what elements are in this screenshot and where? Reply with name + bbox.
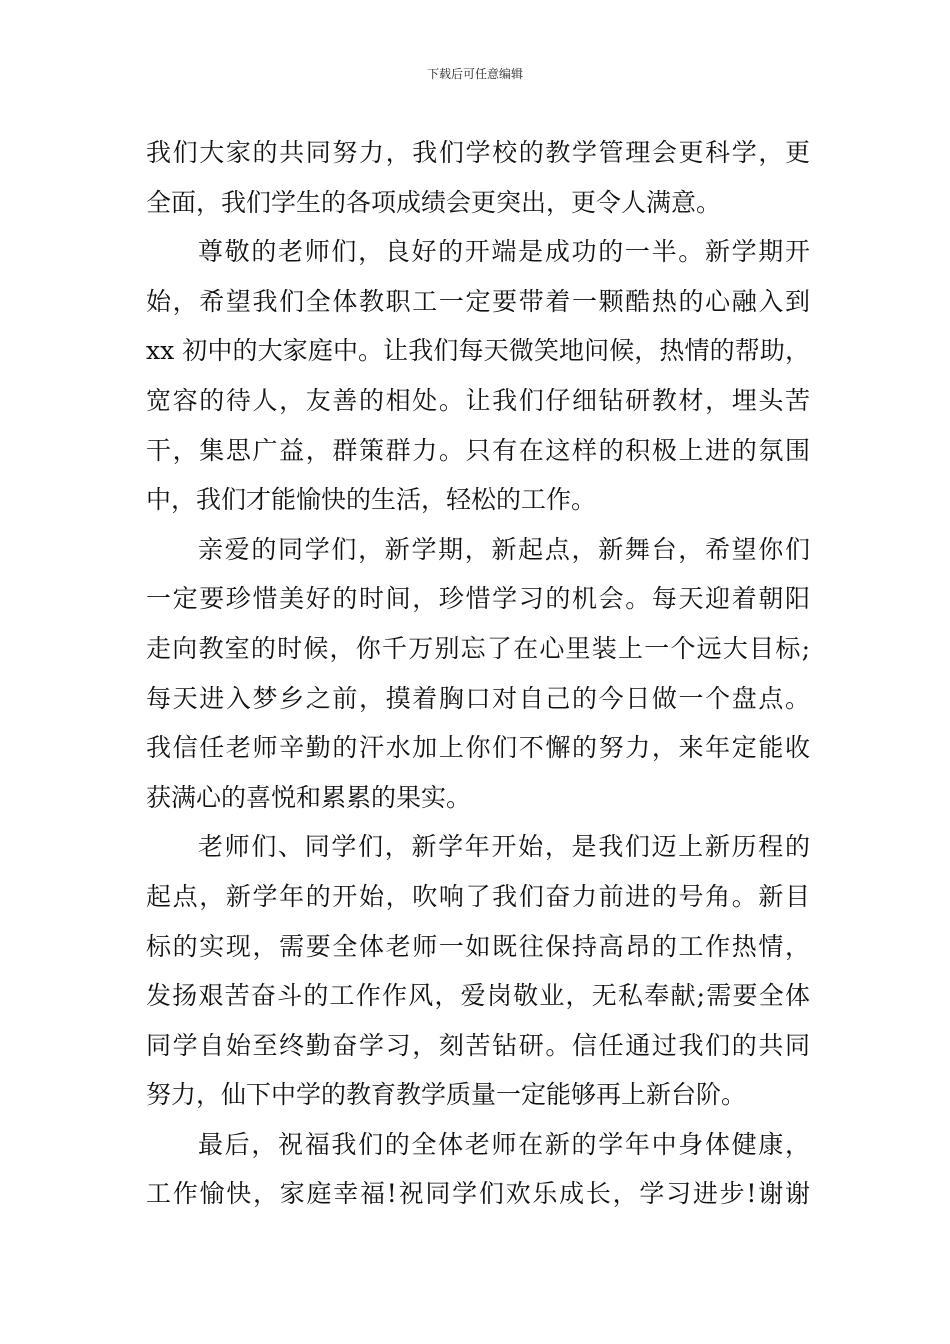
text-line: 走向教室的时候，你千万别忘了在心里装上一个远大目标;: [146, 633, 810, 663]
text-line: 宽容的待人，友善的相处。让我们仔细钻研教材，埋头苦: [146, 385, 810, 415]
text-line: xx 初中的大家庭中。让我们每天微笑地问候，热情的帮助，: [146, 336, 810, 366]
text-line: 工作愉快，家庭幸福!祝同学们欢乐成长，学习进步!谢谢: [146, 1179, 810, 1209]
text-line: 干，集思广益，群策群力。只有在这样的积极上进的氛围: [146, 435, 810, 465]
text-line: 始，希望我们全体教职工一定要带着一颗酷热的心融入到: [146, 286, 810, 316]
text-line: 尊敬的老师们，良好的开端是成功的一半。新学期开: [198, 237, 810, 267]
text-line: 亲爱的同学们，新学期，新起点，新舞台，希望你们: [198, 534, 810, 564]
document-body: [146, 128, 810, 1219]
text-line: 标的实现，需要全体老师一如既往保持高昂的工作热情，: [146, 931, 810, 961]
text-line: 起点，新学年的开始，吹响了我们奋力前进的号角。新目: [146, 881, 810, 911]
text-line: 努力，仙下中学的教育教学质量一定能够再上新台阶。: [146, 1080, 747, 1110]
text-line: 中，我们才能愉快的生活，轻松的工作。: [146, 485, 597, 515]
text-line: 一定要珍惜美好的时间，珍惜学习的机会。每天迎着朝阳: [146, 584, 810, 614]
page-header-note: 下载后可任意编辑: [426, 67, 523, 81]
text-line: 获满心的喜悦和累累的果实。: [146, 782, 472, 812]
text-line: 每天进入梦乡之前，摸着胸口对自己的今日做一个盘点。: [146, 683, 810, 713]
text-line: 同学自始至终勤奋学习，刻苦钻研。信任通过我们的共同: [146, 1030, 810, 1060]
text-line: 最后，祝福我们的全体老师在新的学年中身体健康，: [198, 1129, 810, 1159]
text-line: 我信任老师辛勤的汗水加上你们不懈的努力，来年定能收: [146, 733, 810, 763]
text-line: 老师们、同学们，新学年开始，是我们迈上新历程的: [198, 832, 810, 862]
text-line: 发扬艰苦奋斗的工作作风，爱岗敬业，无私奉献;需要全体: [146, 981, 810, 1011]
text-line: 我们大家的共同努力，我们学校的教学管理会更科学，更: [146, 138, 810, 167]
text-line: 全面，我们学生的各项成绩会更突出，更令人满意。: [146, 187, 722, 217]
